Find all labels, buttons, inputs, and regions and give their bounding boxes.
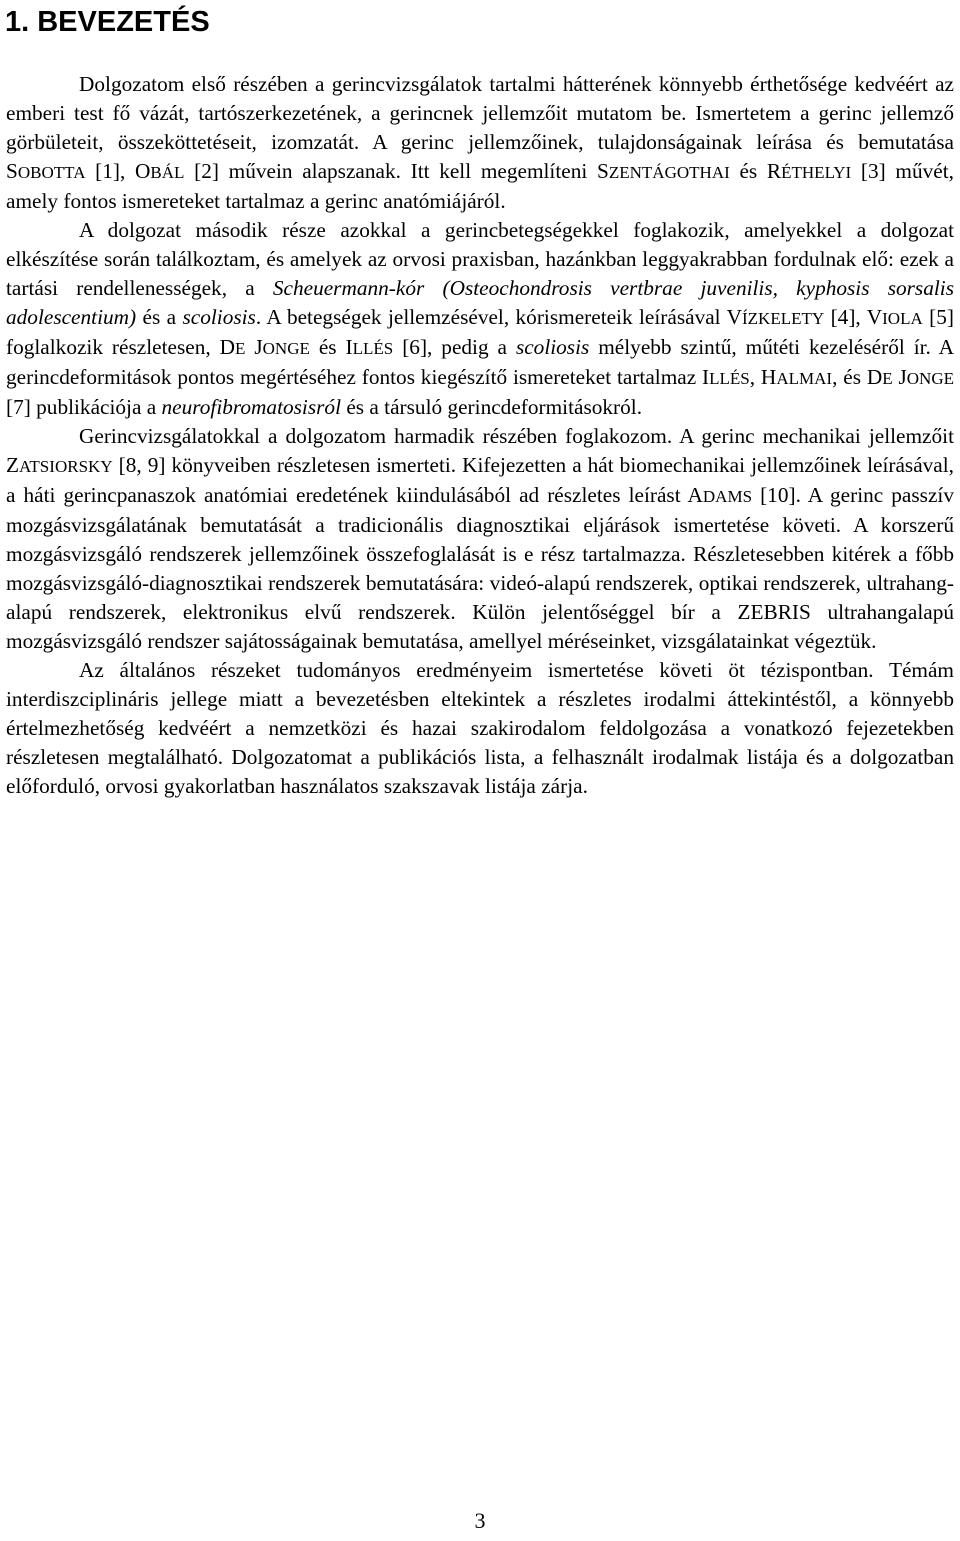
text-run: I: [702, 365, 710, 389]
italic-term: Scheuermann-kór (Osteochondrosis vertbrae juvenilis, kyphosis sorsalis adolescentium): [6, 276, 954, 329]
text-run: , és: [832, 365, 867, 389]
text-run: [245, 335, 254, 359]
author-name-smallcaps: ONGE: [262, 339, 310, 358]
body-text: [6, 70, 954, 801]
author-name-smallcaps: IOLA: [882, 309, 923, 328]
author-name-smallcaps: DAMS: [702, 487, 753, 506]
text-run: Az általános részeket tudományos eredményeim ismertetése követi öt tézispontban. Témám interdiszciplináris jellege miatt a bevezetésben eltekintek a részletes irodalmi áttekintéstől, a könnyebb értelmezhetőség kedvéért a nemzetközi és hazai szakirodalom feldolgozása a vonatkozó fejezetekben részletesen megtalálható. Dolgozatomat a publikációs lista, a felhasznált irodalmak listája és a dolgozatban előforduló, orvosi gyakorlatban használatos szakszavak listája zárja.: [6, 658, 954, 798]
text-run: S: [596, 159, 609, 183]
text-run: V: [866, 305, 883, 329]
author-name-smallcaps: LLÉS: [352, 339, 394, 358]
text-run: R: [766, 159, 782, 183]
author-name-smallcaps: E: [882, 369, 893, 388]
author-name-smallcaps: ÍZKELETY: [741, 309, 825, 328]
text-run: [5] foglalkozik részletesen,: [6, 305, 954, 359]
text-run: [6], pedig a: [393, 335, 516, 359]
page-number: 3: [474, 1508, 486, 1533]
text-run: A dolgozat második része azokkal a gerincbetegségekkel foglakozik, amelyekkel a dolgozat elkészítése során találkoztam, és amelyek az orvosi praxisban, hazánkban leggyakrabban fordulnak elő: ezek a tartási rendellenességek, a: [6, 218, 954, 300]
text-run: [4],: [824, 305, 867, 329]
text-run: D: [866, 365, 883, 389]
text-run: ,: [749, 365, 761, 389]
text-run: és: [729, 159, 767, 183]
author-name-smallcaps: E: [235, 339, 246, 358]
text-run: [7] publikációja a: [6, 395, 162, 419]
text-run: . A betegségek jellemzésével, kórismereteik leírásával: [255, 305, 727, 329]
italic-term: neurofibromatosisról: [161, 395, 341, 419]
author-name-smallcaps: ÉTHELYI: [781, 163, 852, 182]
text-run: I: [345, 335, 353, 359]
text-run: O: [135, 159, 151, 183]
text-run: mélyebb szintű, műtéti kezeléséről ír. A gerincdeformitások pontos megértéséhez fontos kiegészítő ismereteket tartalmaz: [6, 335, 954, 389]
text-run: [3] művét, amely fontos ismereteket tartalmaz a gerinc anatómiájáról.: [6, 159, 954, 213]
text-run: V: [726, 305, 742, 329]
text-run: Dolgozatom első részében a gerincvizsgálatok tartalmi hátterének könnyebb érthetősége kedvéért az emberi test fő vázát, tartószerkezetének, a gerincnek jellemzőit mutatom be. Ismertetem a gerinc jellemző görbületeit, összeköttetéseit, izomzatát. A gerinc jellemzőinek, tulajdonságainak leírása és bemutatása: [6, 72, 954, 154]
text-run: és a társuló gerincdeformitásokról.: [341, 395, 643, 419]
text-run: [1],: [85, 159, 136, 183]
author-name-smallcaps: BÁL: [150, 163, 185, 182]
text-run: S: [6, 159, 18, 183]
text-run: Z: [6, 453, 20, 477]
paragraph-1: [6, 70, 954, 216]
author-name-smallcaps: ONGE: [906, 369, 955, 388]
text-run: [10]. A gerinc passzív mozgásvizsgálatának bemutatását a tradicionális diagnosztikai eljárások ismertetése követi. A korszerű mozgásvizsgáló rendszerek jellemzőinek összefoglalását is e rész tartalmazza. Részletesebben kitérek a főbb mozgásvizsgáló-diagnosztikai rendszerek bemutatására: videó-alapú rendszerek, optikai rendszerek, ultrahang-alapú rendszerek, elektronikus elvű rendszerek. Külön jelentőséggel bír a ZEBRIS ultrahangalapú mozgásvizsgáló rendszer sajátosságainak bemutatása, amellyel méréseinket, vizsgálatainkat végeztük.: [6, 483, 954, 653]
text-run: [8, 9] könyveiben részletesen ismerteti. Kifejezetten a hát biomechanikai jellemzőinek leírásával, a háti gerincpanaszok anatómiai eredetének kiindulásából ad részletes leírást: [6, 453, 954, 507]
paragraph-2: [6, 216, 954, 422]
italic-term: scoliosis: [182, 305, 256, 329]
text-run: [2] művein alapszanak. Itt kell megemlíteni: [184, 159, 597, 183]
text-run: D: [219, 335, 235, 359]
paragraph-3: [6, 422, 954, 656]
paragraph-4: [6, 656, 954, 801]
text-run: J: [898, 365, 907, 389]
author-name-smallcaps: ATSIORSKY: [19, 457, 113, 476]
text-run: Gerincvizsgálatokkal a dolgozatom harmadik részében foglakozom. A gerinc mechanikai jellemzőit: [79, 424, 954, 448]
text-run: H: [760, 365, 777, 389]
text-run: A: [687, 483, 703, 507]
italic-term: scoliosis: [515, 335, 590, 359]
author-name-smallcaps: ALMAI: [776, 369, 833, 388]
text-run: és: [309, 335, 346, 359]
text-run: és a: [136, 305, 183, 329]
author-name-smallcaps: LLÉS: [709, 369, 750, 388]
author-name-smallcaps: ZENTÁGOTHAI: [608, 163, 730, 182]
author-name-smallcaps: OBOTTA: [17, 163, 86, 182]
text-run: J: [254, 335, 263, 359]
section-heading: 1. BEVEZETÉS: [5, 6, 210, 38]
